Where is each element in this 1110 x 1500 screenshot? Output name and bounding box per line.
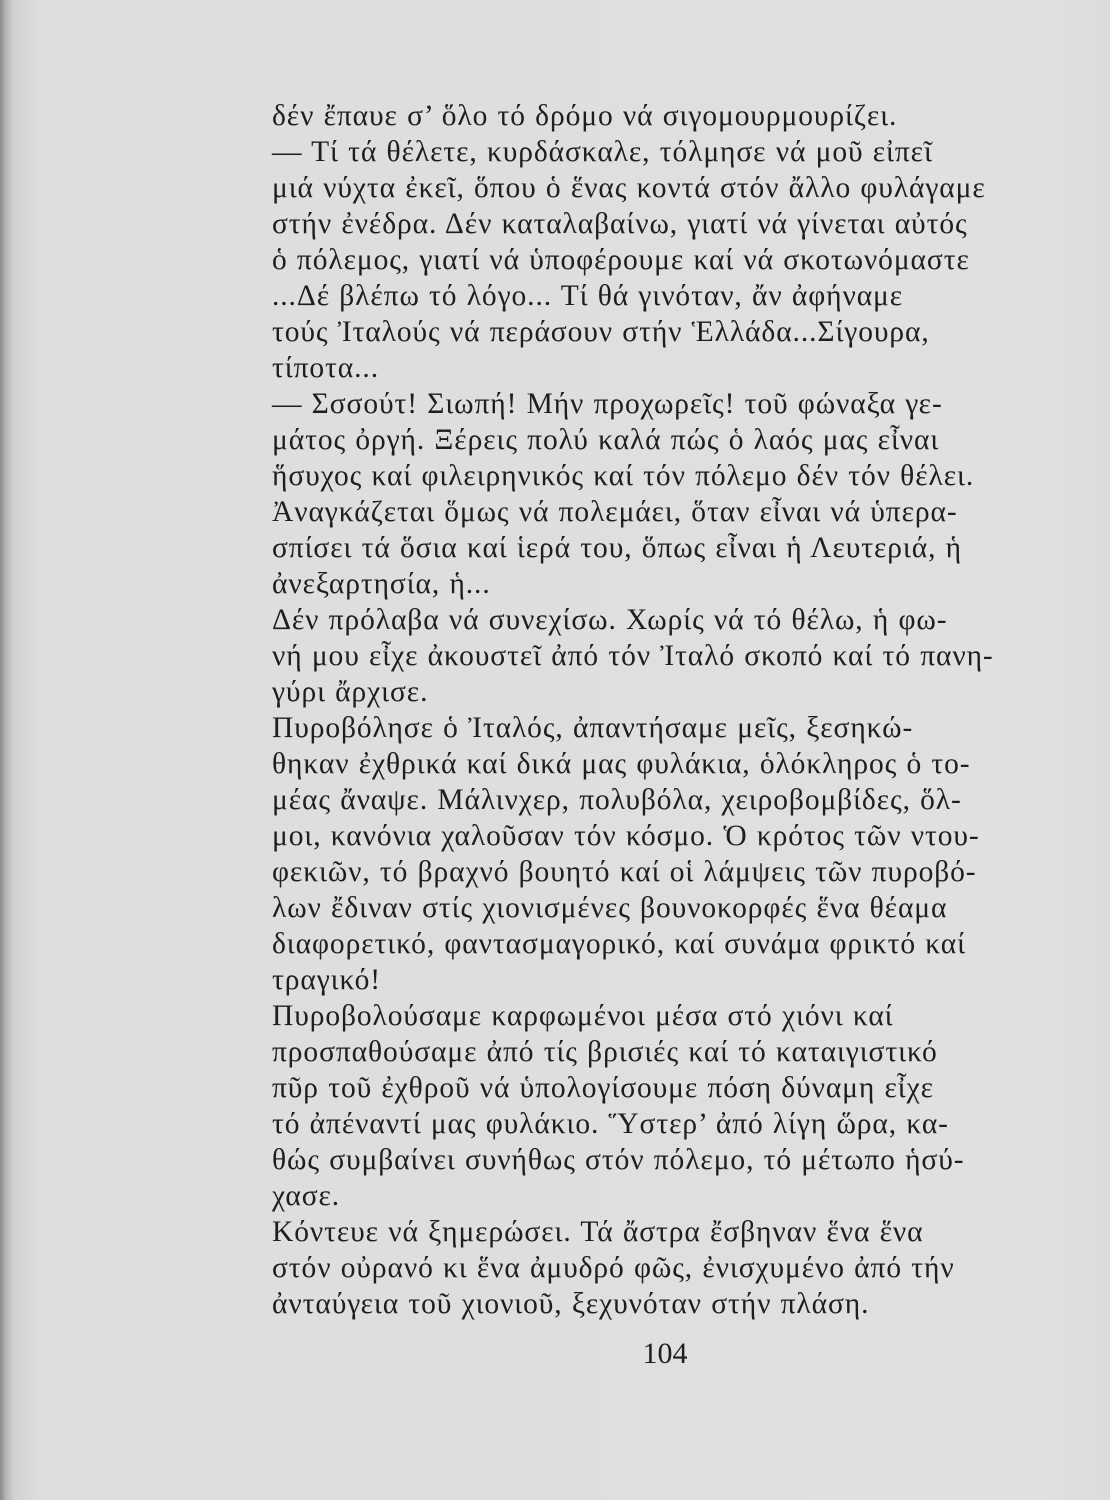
- text-line: μάτος ὀργή. Ξέρεις πολύ καλά πώς ὁ λαός μας εἶναι: [272, 424, 940, 456]
- page-number-text: 104: [642, 1337, 688, 1370]
- text-line: ἀνεξαρτησία, ἡ...: [272, 568, 491, 600]
- text-line: τραγικό!: [272, 964, 381, 996]
- text-line: μιά νύχτα ἐκεῖ, ὅπου ὁ ἕνας κοντά στόν ἄλλο φυλάγαμε: [272, 172, 986, 204]
- text-line: φεκιῶν, τό βραχνό βουητό καί οἱ λάμψεις τῶν πυροβό-: [272, 856, 977, 888]
- page-number: [0, 1338, 1110, 1370]
- text-line: — Σσσούτ! Σιωπή! Μήν προχωρεῖς! τοῦ φώναξα γε-: [272, 388, 943, 420]
- text-line: λων ἔδιναν στίς χιονισμένες βουνοκορφές ἕνα θέαμα: [272, 892, 948, 924]
- text-line: προσπαθούσαμε ἀπό τίς βρισιές καί τό καταιγιστικό: [272, 1036, 938, 1068]
- text-line: στήν ἐνέδρα. Δέν καταλαβαίνω, γιατί νά γίνεται αὐτός: [272, 208, 968, 240]
- text-line: — Τί τά θέλετε, κυρδάσκαλε, τόλμησε νά μοῦ εἰπεῖ: [272, 136, 933, 168]
- text-line: Πυροβόλησε ὁ Ἰταλός, ἀπαντήσαμε μεῖς, ξεσηκώ-: [272, 712, 914, 744]
- text-line: τό ἀπέναντί μας φυλάκιο. Ὕστερ’ ἀπό λίγη ὥρα, κα-: [272, 1108, 949, 1140]
- text-line: τίποτα...: [272, 352, 379, 384]
- text-line: μέας ἄναψε. Μάλινχερ, πολυβόλα, χειροβομβίδες, ὅλ-: [272, 784, 962, 816]
- text-line: μοι, κανόνια χαλοῦσαν τόν κόσμο. Ὁ κρότος τῶν ντου-: [272, 820, 980, 852]
- text-line: Πυροβολούσαμε καρφωμένοι μέσα στό χιόνι καί: [272, 1000, 894, 1032]
- text-line: χασε.: [272, 1180, 341, 1212]
- text-line: στόν οὐρανό κι ἕνα ἀμυδρό φῶς, ἐνισχυμένο ἀπό τήν: [272, 1252, 955, 1284]
- text-line: Δέν πρόλαβα νά συνεχίσω. Χωρίς νά τό θέλω, ἡ φω-: [272, 604, 948, 636]
- text-line: τούς Ἰταλούς νά περάσουν στήν Ἑλλάδα...Σίγουρα,: [272, 316, 930, 348]
- text-line: σπίσει τά ὅσια καί ἱερά του, ὅπως εἶναι ἡ Λευτεριά, ἡ: [272, 532, 962, 564]
- text-line: ...Δέ βλέπω τό λόγο... Τί θά γινόταν, ἄν ἀφήναμε: [272, 280, 904, 312]
- text-line: Ἀναγκάζεται ὅμως νά πολεμάει, ὅταν εἶναι νά ὑπερα-: [272, 496, 958, 528]
- text-line: ἥσυχος καί φιλειρηνικός καί τόν πόλεμο δέν τόν θέλει.: [272, 460, 975, 492]
- text-line: θηκαν ἐχθρικά καί δικά μας φυλάκια, ὁλόκληρος ὁ το-: [272, 748, 971, 780]
- text-line: ὁ πόλεμος, γιατί νά ὑποφέρουμε καί νά σκοτωνόμαστε: [272, 244, 970, 276]
- text-line: ἀνταύγεια τοῦ χιονιοῦ, ξεχυνόταν στήν πλάση.: [272, 1288, 870, 1320]
- text-line: νή μου εἶχε ἀκουστεῖ ἀπό τόν Ἰταλό σκοπό καί τό πανη-: [272, 640, 994, 672]
- text-line: γύρι ἄρχισε.: [272, 676, 429, 708]
- text-line: θώς συμβαίνει συνήθως στόν πόλεμο, τό μέτωπο ἡσύ-: [272, 1144, 965, 1176]
- text-line: διαφορετικό, φαντασμαγορικό, καί συνάμα φρικτό καί: [272, 928, 967, 960]
- text-line: δέν ἔπαυε σ’ ὅλο τό δρόμο νά σιγομουρμουρίζει.: [272, 100, 898, 132]
- text-line: Κόντευε νά ξημερώσει. Τά ἄστρα ἔσβηναν ἕνα ἕνα: [272, 1216, 924, 1248]
- text-line: πῦρ τοῦ ἐχθροῦ νά ὑπολογίσουμε πόση δύναμη εἶχε: [272, 1072, 934, 1104]
